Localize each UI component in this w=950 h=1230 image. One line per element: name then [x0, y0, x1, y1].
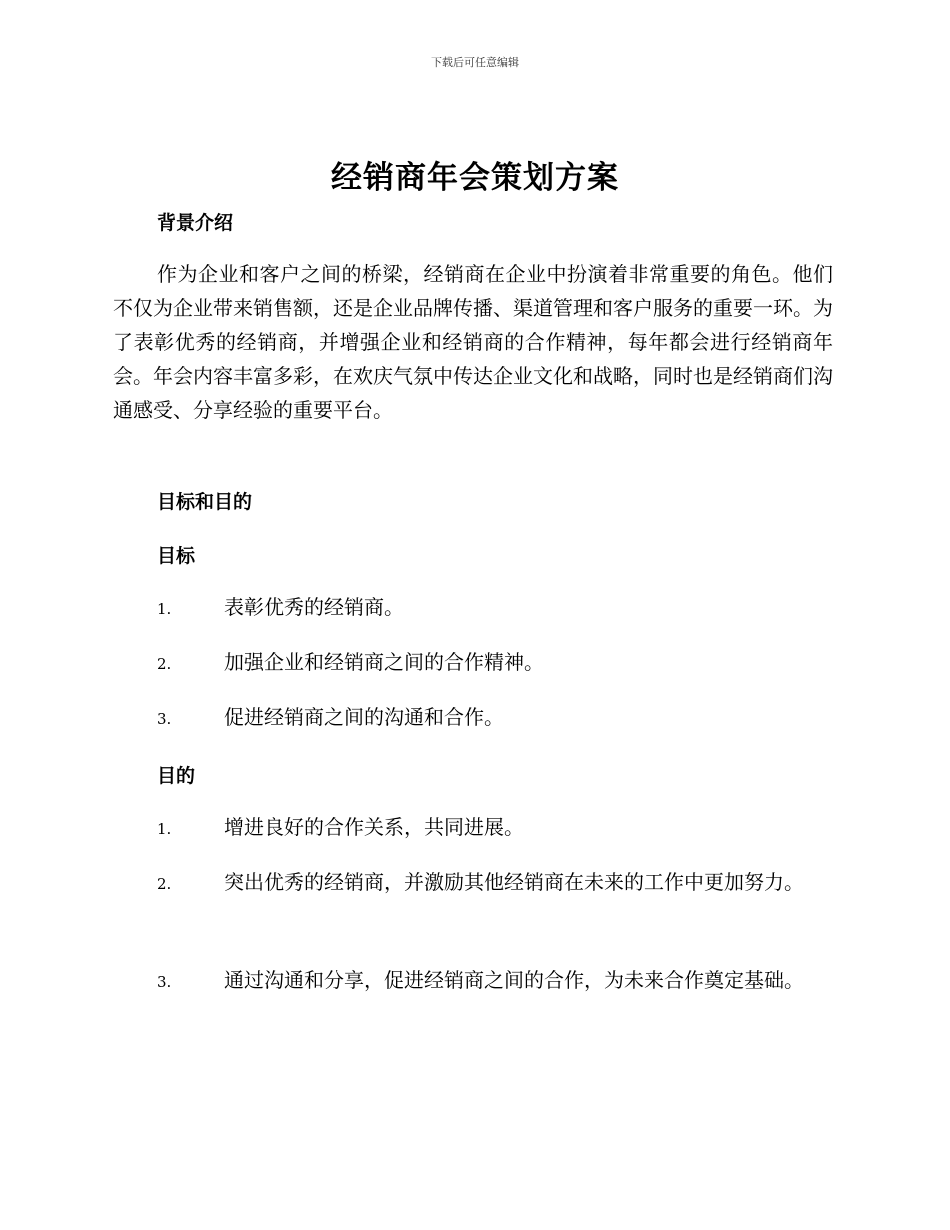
subheading-target: 目标: [157, 545, 196, 567]
list-item-text: 促进经销商之间的沟通和合作。: [224, 705, 504, 729]
purpose-list-item: [113, 861, 833, 906]
purpose-list-item: [113, 959, 833, 1004]
list-number: 1.: [157, 600, 172, 618]
list-item-text: 表彰优秀的经销商。: [224, 595, 404, 619]
target-list-item: [113, 641, 833, 686]
page-header-note: 下载后可任意编辑: [431, 56, 519, 69]
background-paragraph: 作为企业和客户之间的桥梁，经销商在企业中扮演着非常重要的角色。他们不仅为企业带来销售额，还是企业品牌传播、渠道管理和客户服务的重要一环。为了表彰优秀的经销商，并增强企业和经销商的合作精神，每年都会进行经销商年会。年会内容丰富多彩，在欢庆气氛中传达企业文化和战略，同时也是经销商们沟通感受、分享经验的重要平台。: [113, 262, 833, 422]
list-number: 3.: [157, 973, 172, 991]
list-item-text: 突出优秀的经销商，并激励其他经销商在未来的工作中更加努力。: [224, 870, 804, 894]
list-number: 3.: [157, 710, 172, 728]
list-number: 2.: [157, 655, 172, 673]
list-number: 1.: [157, 820, 172, 838]
purpose-list-item: [113, 806, 833, 851]
document-title: 经销商年会策划方案: [331, 160, 619, 196]
subheading-purpose: 目的: [157, 765, 196, 787]
list-number: 2.: [157, 875, 172, 893]
section-heading-background: 背景介绍: [157, 212, 234, 234]
list-item-text: 加强企业和经销商之间的合作精神。: [224, 650, 544, 674]
target-list-item: [113, 696, 833, 741]
section-heading-goals: 目标和目的: [157, 491, 253, 513]
list-item-text: 通过沟通和分享，促进经销商之间的合作，为未来合作奠定基础。: [224, 968, 804, 992]
list-item-text: 增进良好的合作关系，共同进展。: [224, 815, 524, 839]
target-list-item: [113, 586, 833, 631]
